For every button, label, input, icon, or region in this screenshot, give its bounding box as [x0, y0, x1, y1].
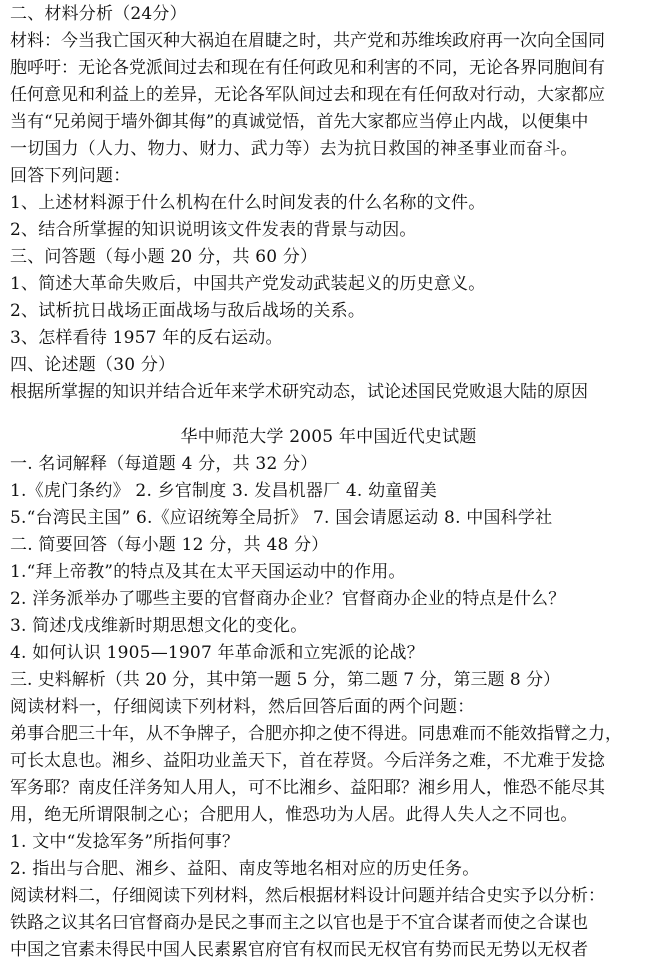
question-item: 1.“拜上帝教”的特点及其在太平天国运动中的作用。 [10, 562, 406, 582]
source-text-line: 弟事合肥三十年，从不争牌子，合肥亦抑之使不得进。同患难而不能效指臂之力， [10, 724, 622, 744]
question-item: 2. 洋务派举办了哪些主要的官督商办企业？官督商办企业的特点是什么？ [10, 589, 566, 609]
source-text-line: 中国之官素未得民中国人民素累官府官有权而民无权官有势而民无势以无权者 [10, 940, 588, 960]
section-heading-source-analysis: 三. 史料解析（共 20 分，其中第一题 5 分，第二题 7 分，第三题 8 分） [10, 670, 561, 690]
section-heading-essay-questions: 三、问答题（每小题 20 分，共 60 分） [10, 247, 318, 267]
question-item: 3. 简述戊戌维新时期思想文化的变化。 [10, 616, 308, 636]
question-item: 2. 指出与合肥、湘乡、益阳、南皮等地名相对应的历史任务。 [10, 859, 480, 879]
question-prompt: 回答下列问题： [10, 166, 131, 186]
question-item: 1、简述大革命失败后，中国共产党发动武装起义的历史意义。 [10, 274, 486, 294]
reading-instruction: 阅读材料一，仔细阅读下列材料，然后回答后面的两个问题： [10, 697, 475, 717]
material-text-line: 材料：今当我亡国灭种大祸迫在眉睫之时，共产党和苏维埃政府再一次向全国同 [10, 31, 605, 51]
section-heading-discussion: 四、论述题（30 分） [10, 355, 176, 375]
reading-instruction: 阅读材料二，仔细阅读下列材料，然后根据材料设计问题并结合史实予以分析： [10, 886, 605, 906]
material-text-line: 当有“兄弟阋于墙外御其侮”的真诚觉悟，首先大家都应当停止内战，以便集中 [10, 112, 589, 132]
question-item: 2、试析抗日战场正面战场与敌后战场的关系。 [10, 301, 366, 321]
section-heading-material-analysis: 二、材料分析（24分） [10, 4, 187, 24]
material-text-line: 一切国力（人力、物力、财力、武力等）去为抗日救国的神圣事业而奋斗。 [10, 139, 578, 159]
source-text-line: 用，绝无所谓限制之心；合肥用人，惟恐功为人居。此得人失人之不同也。 [10, 805, 578, 825]
section-heading-short-answer: 二. 简要回答（每小题 12 分，共 48 分） [10, 535, 329, 555]
exam-title: 华中师范大学 2005 年中国近代史试题 [180, 427, 477, 447]
source-text-line: 铁路之议其名曰官督商办是民之事而主之以官也是于不宜合谋者而使之合谋也 [10, 913, 588, 933]
question-item: 1、上述材料源于什么机构在什么时间发表的什么名称的文件。 [10, 193, 486, 213]
term-list-line: 1.《虎门条约》 2. 乡官制度 3. 发昌机器厂 4. 幼童留美 [10, 481, 437, 501]
material-text-line: 任何意见和利益上的差异，无论各军队间过去和现在有任何敌对行动，大家都应 [10, 85, 605, 105]
term-list-line: 5.“台湾民主国” 6.《应诏统筹全局折》 7. 国会请愿运动 8. 中国科学社 [10, 508, 553, 528]
question-item: 根据所掌握的知识并结合近年来学术研究动态，试论述国民党败退大陆的原因 [10, 382, 588, 402]
source-text-line: 军务耶？南皮任洋务知人用人，可不比湘乡、益阳耶？湘乡用人，惟恐不能尽其 [10, 778, 605, 798]
material-text-line: 胞呼吁：无论各党派间过去和现在有任何政见和利害的不同，无论各界同胞间有 [10, 58, 605, 78]
section-heading-term-explanation: 一. 名词解释（每道题 4 分，共 32 分） [10, 454, 318, 474]
question-item: 4. 如何认识 1905—1907 年革命派和立宪派的论战？ [10, 643, 424, 663]
question-item: 1. 文中“发捻军务”所指何事？ [10, 832, 240, 852]
source-text-line: 可长太息也。湘乡、益阳功业盖天下，首在荐贤。今后洋务之难，不尤难于发捻 [10, 751, 605, 771]
question-item: 3、怎样看待 1957 年的反右运动。 [10, 328, 283, 348]
question-item: 2、结合所掌握的知识说明该文件发表的背景与动因。 [10, 220, 417, 240]
